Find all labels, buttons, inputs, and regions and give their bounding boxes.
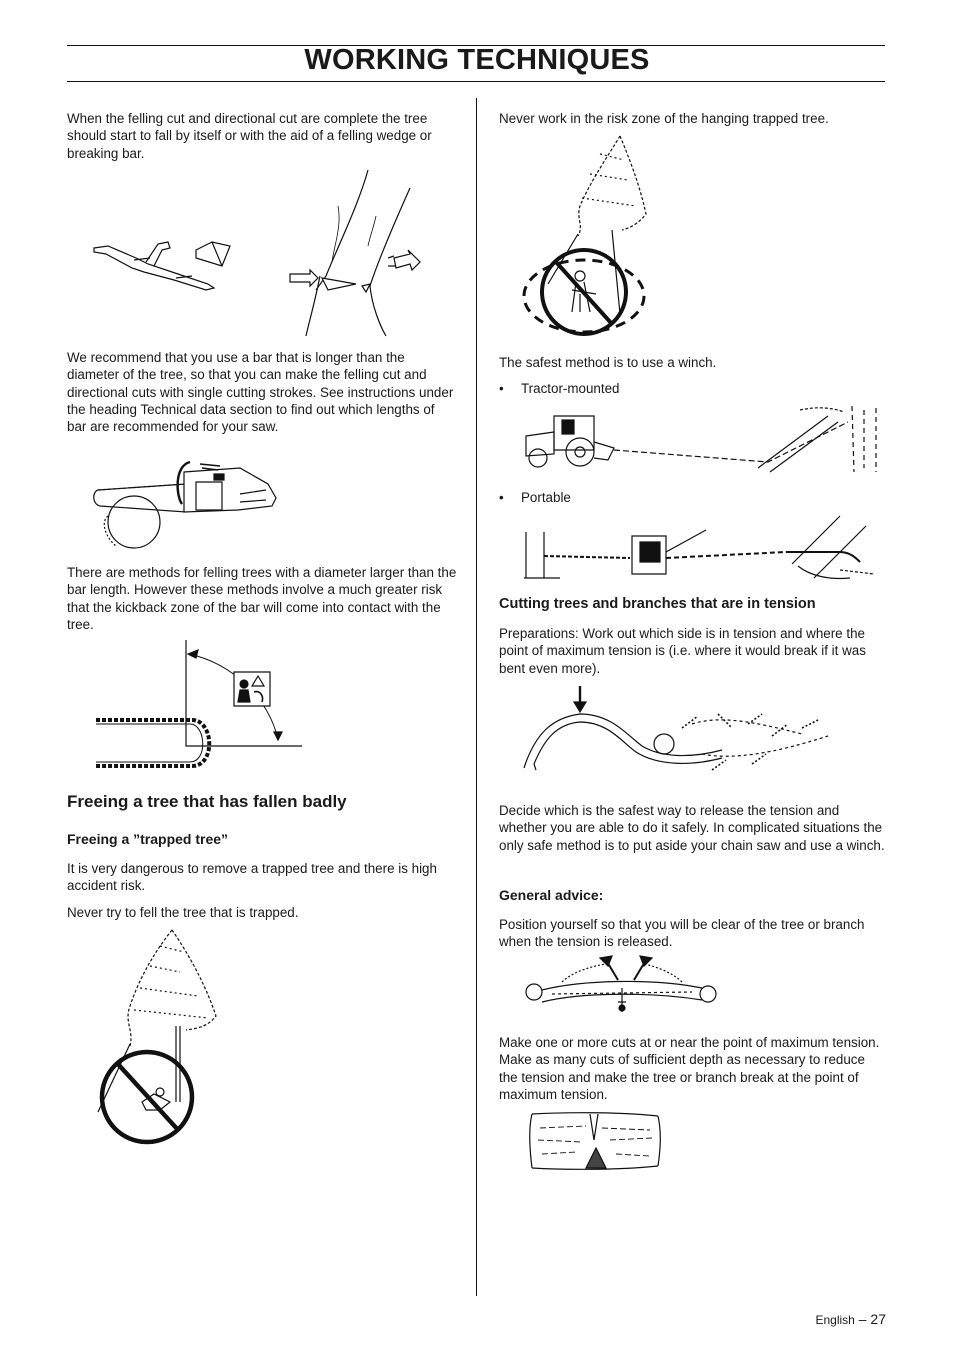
- kickback-zone-illustration: [92, 640, 304, 778]
- paragraph-trapped-danger: It is very dangerous to remove a trapped tree and there is high accident risk.: [67, 861, 437, 894]
- paragraph-large-diameter: There are methods for felling trees with a diameter larger than the bar length. However these methods involve a much greater risk that the kickback zone of the bar will come into contact with the tree.: [67, 565, 457, 632]
- paragraph-bar-length: We recommend that you use a bar that is longer than the diameter of the tree, so that you can make the felling cut and directional cuts with single cutting strokes. See instructions under the heading Technical data section to find out which lengths of bar are recommended for your saw.: [67, 350, 454, 435]
- page-footer: [815, 1311, 886, 1327]
- paragraph-safest-winch: The safest method is to use a winch.: [499, 355, 717, 370]
- footer-separator: –: [858, 1311, 867, 1327]
- tractor-winch-illustration: [518, 402, 880, 476]
- heading-general-advice: General advice:: [499, 887, 604, 903]
- page-number: 27: [870, 1311, 886, 1327]
- log-cut-illustration: [526, 1110, 664, 1172]
- heading-cutting-tension: Cutting trees and branches that are in tension: [499, 596, 816, 612]
- page-title: WORKING TECHNIQUES: [304, 44, 650, 76]
- bullet-dot: •: [499, 381, 504, 396]
- paragraph-position-yourself: Position yourself so that you will be clear of the tree or branch when the tension is released.: [499, 917, 865, 950]
- portable-winch-illustration: [520, 512, 880, 584]
- header-bottom-rule: [67, 81, 885, 82]
- footer-language: English: [815, 1313, 855, 1327]
- bullet-label: Portable: [521, 490, 571, 505]
- subheading-trapped-tree: Freeing a ”trapped tree”: [67, 831, 229, 847]
- chainsaw-log-illustration: [90, 446, 280, 554]
- log-tension-release-illustration: [522, 952, 720, 1020]
- paragraph-preparations: Preparations: Work out which side is in tension and where the point of maximum tension is (i.e. where it would break if it was bent even more).: [499, 626, 866, 676]
- hanging-tree-risk-zone-illustration: [520, 134, 648, 340]
- bent-tree-tension-illustration: [522, 684, 838, 796]
- bullet-label: Tractor-mounted: [521, 381, 620, 396]
- column-divider: [476, 98, 477, 1296]
- bullet-dot: •: [499, 490, 504, 505]
- section-title-freeing-tree: Freeing a tree that has fallen badly: [67, 792, 347, 811]
- felling-wedge-illustration: [88, 166, 428, 338]
- paragraph-felling-complete: When the felling cut and directional cut are complete the tree should start to fall by itself or with the aid of a felling wedge or breaking bar.: [67, 111, 432, 161]
- paragraph-risk-zone: Never work in the risk zone of the hanging trapped tree.: [499, 111, 829, 126]
- paragraph-never-fell-trapped: Never try to fell the tree that is trapped.: [67, 905, 299, 920]
- paragraph-make-cuts: Make one or more cuts at or near the point of maximum tension. Make as many cuts of sufficient depth as necessary to reduce the tension and make the tree or branch break at the point of maximum tension.: [499, 1035, 880, 1102]
- trapped-tree-prohibited-illustration: [90, 926, 224, 1146]
- paragraph-decide-safest: Decide which is the safest way to release the tension and whether you are able to do it safely. In complicated situations the only safe method is to put aside your chain saw and use a winch.: [499, 803, 885, 853]
